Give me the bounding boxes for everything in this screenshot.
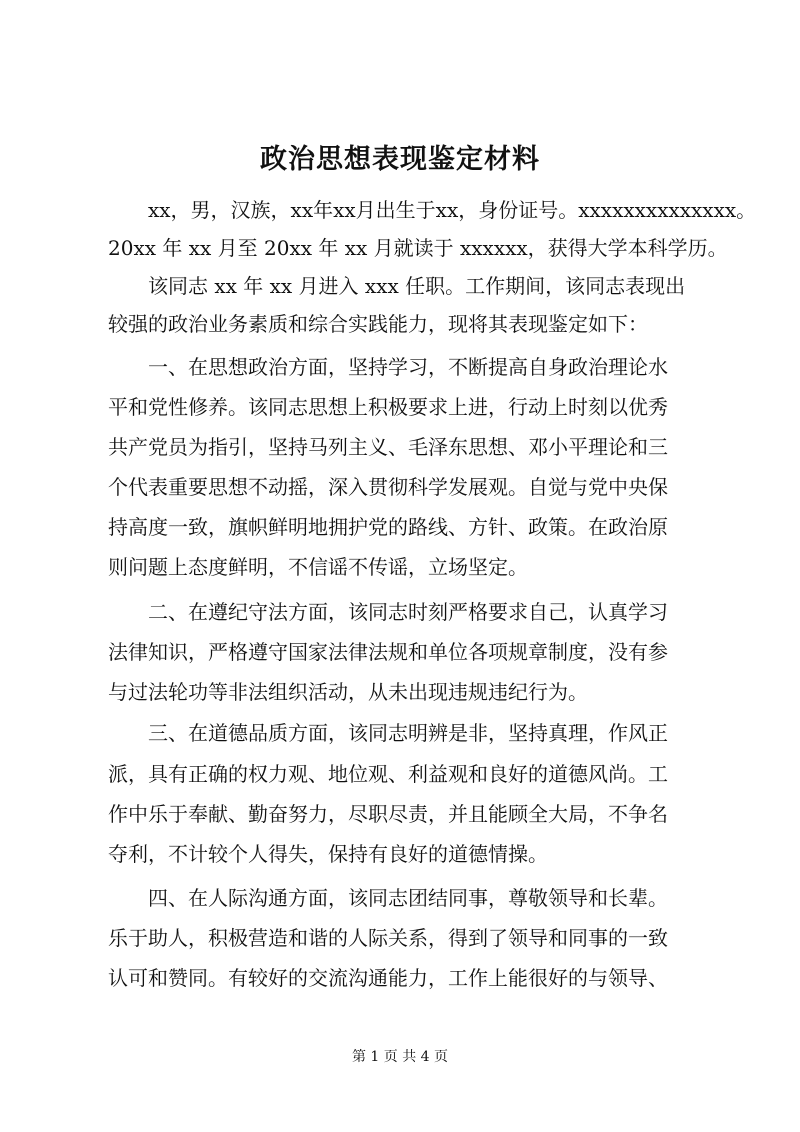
text-line: 乐于助人，积极营造和谐的人际关系，得到了领导和同事的一致: [108, 926, 668, 950]
text-line: 则问题上态度鲜明，不信谣不传谣，立场坚定。: [108, 555, 528, 579]
text-line: 较强的政治业务素质和综合实践能力，现将其表现鉴定如下：: [108, 312, 648, 336]
text-line: 法律知识，严格遵守国家法律法规和单位各项规章制度，没有参: [108, 640, 668, 664]
document-title: 政治思想表现鉴定材料: [260, 144, 540, 175]
text-line: 四、在人际沟通方面，该同志团结同事，尊敬领导和长辈。: [148, 886, 668, 910]
text-line: 20xx 年 xx 月至 20xx 年 xx 月就读于 xxxxxx，获得大学本科学历。: [108, 236, 728, 260]
text-line: 平和党性修养。该同志思想上积极要求上进，行动上时刻以优秀: [108, 395, 668, 419]
text-line: 二、在遵纪守法方面，该同志时刻严格要求自己，认真学习: [148, 600, 668, 624]
page-number-footer: 第 1 页 共 4 页: [351, 1049, 449, 1065]
text-line: 夺利，不计较个人得失，保持有良好的道德情操。: [108, 842, 548, 866]
text-line: 认可和赞同。有较好的交流沟通能力，工作上能很好的与领导、: [108, 966, 668, 990]
text-line: 持高度一致，旗帜鲜明地拥护党的路线、方针、政策。在政治原: [108, 515, 668, 539]
text-line: 共产党员为指引，坚持马列主义、毛泽东思想、邓小平理论和三: [108, 435, 668, 459]
text-line: 与过法轮功等非法组织活动，从未出现违规违纪行为。: [108, 680, 588, 704]
text-line: xx，男，汉族，xx年xx月出生于xx，身份证号。xxxxxxxxxxxxxx。: [148, 198, 757, 222]
text-line: 一、在思想政治方面，坚持学习，不断提高自身政治理论水: [148, 355, 668, 379]
text-line: 三、在道德品质方面，该同志明辨是非，坚持真理，作风正: [148, 721, 668, 745]
text-line: 作中乐于奉献、勤奋努力，尽职尽责，并且能顾全大局，不争名: [108, 802, 668, 826]
text-line: 该同志 xx 年 xx 月进入 xxx 任职。工作期间，该同志表现出: [148, 274, 686, 298]
text-line: 个代表重要思想不动摇，深入贯彻科学发展观。自觉与党中央保: [108, 475, 668, 499]
text-line: 派，具有正确的权力观、地位观、利益观和良好的道德风尚。工: [108, 762, 668, 786]
